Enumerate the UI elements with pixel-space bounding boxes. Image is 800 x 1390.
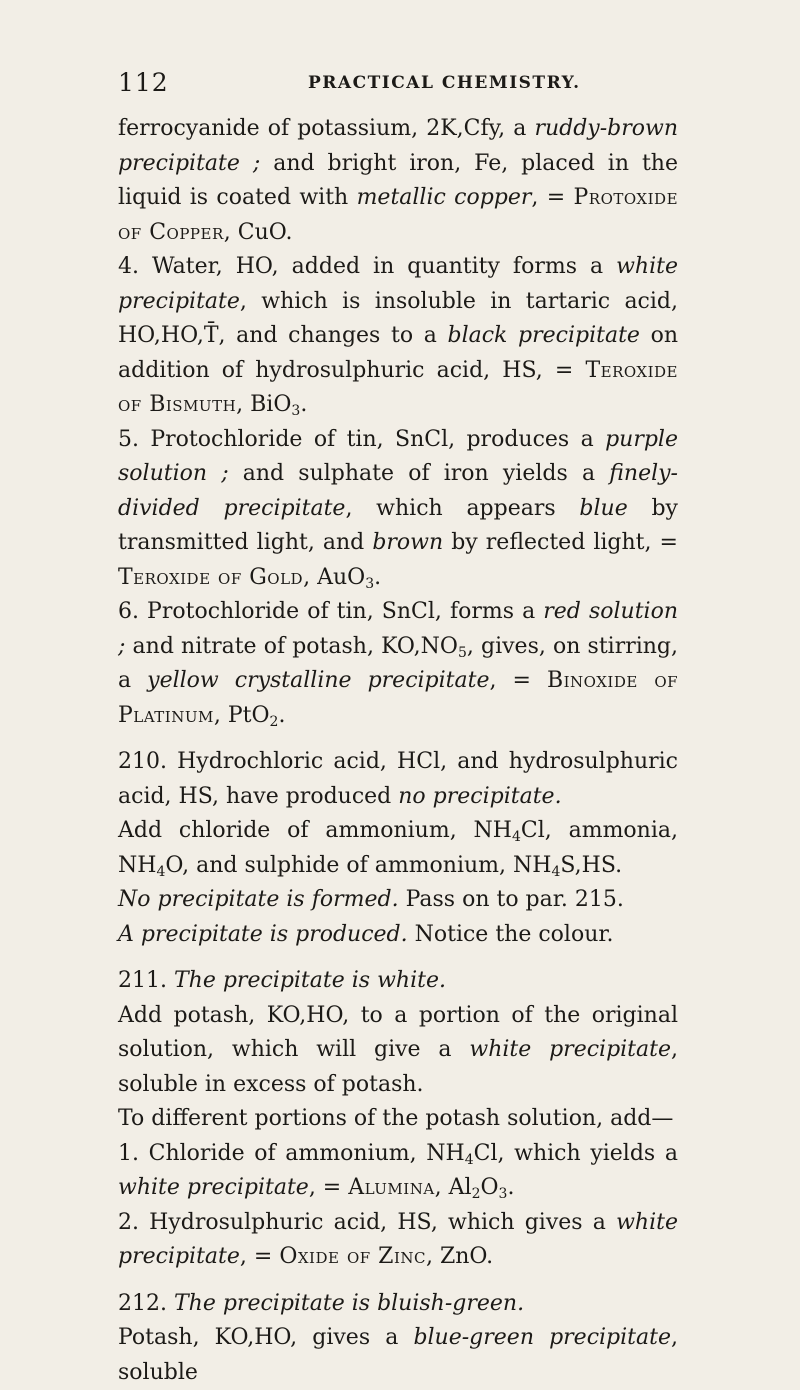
paragraph-p10: Add potash, KO,HO, to a portion of the original solution, which will give a white precipitate, soluble in excess of potash. <box>118 1002 679 1097</box>
paragraph-p5: 210. Hydrochloric acid, HCl, and hydrosulphuric acid, HS, have produced no precipitate. <box>118 749 678 809</box>
paragraph-p12: 1. Chloride of ammonium, $NH_4Cl$, which yields a white precipitate, = Alumina, $Al_2O_3$. <box>118 1140 678 1202</box>
paragraph-p2: 4. Water, HO, added in quantity forms a white precipitate, which is insoluble in tartaric acid, HO,HO,T̄, and changes to a black precipitate on addition of hydrosulphuric acid, HS, = Teroxide of Bismuth, BiO$_3$. <box>118 254 678 419</box>
paragraph-p8: A precipitate is produced. Notice the colour. <box>118 921 614 947</box>
paragraph-p7: No precipitate is formed. Pass on to par. 215. <box>118 887 624 912</box>
paragraph-p11: To different portions of the potash solution, add— <box>118 1106 674 1131</box>
paragraph-p6: Add chloride of ammonium, $NH_4Cl$, ammonia, $NH_4O$, and sulphide of ammonium, $NH_4S,HS$. <box>118 818 678 880</box>
page-number: 112 <box>118 68 169 97</box>
page-body <box>118 112 678 1390</box>
paragraph-p14: 212. The precipitate is bluish-green. <box>118 1290 525 1316</box>
paragraph-p15: Potash, KO,HO, gives a blue-green precipitate, soluble <box>118 1325 678 1385</box>
paragraph-p3: 5. Protochloride of tin, SnCl, produces a purple solution ; and sulphate of iron yields a finely-divided precipitate, which appears blue by transmitted light, and brown by reflected light, = Teroxide of Gold, AuO$_3$. <box>118 426 678 592</box>
paragraph-p9: 211. The precipitate is white. <box>118 968 446 993</box>
paragraph-p13: 2. Hydrosulphuric acid, HS, which gives a white precipitate, = Oxide of Zinc, ZnO. <box>118 1209 678 1269</box>
paragraph-p4: 6. Protochloride of tin, SnCl, forms a red solution ; and nitrate of potash, $KO,NO_5$, gives, on stirring, a yellow crystalline precipitate, = Binoxide of Platinum, PtO$_2$. <box>118 599 679 730</box>
page-header <box>118 68 658 98</box>
paragraph-p1: ferrocyanide of potassium, 2K,Cfy, a ruddy-brown precipitate ; and bright iron, Fe, placed in the liquid is coated with metallic copper, = Protoxide of Copper, CuO. <box>118 116 679 245</box>
running-head: PRACTICAL CHEMISTRY. <box>308 73 581 93</box>
